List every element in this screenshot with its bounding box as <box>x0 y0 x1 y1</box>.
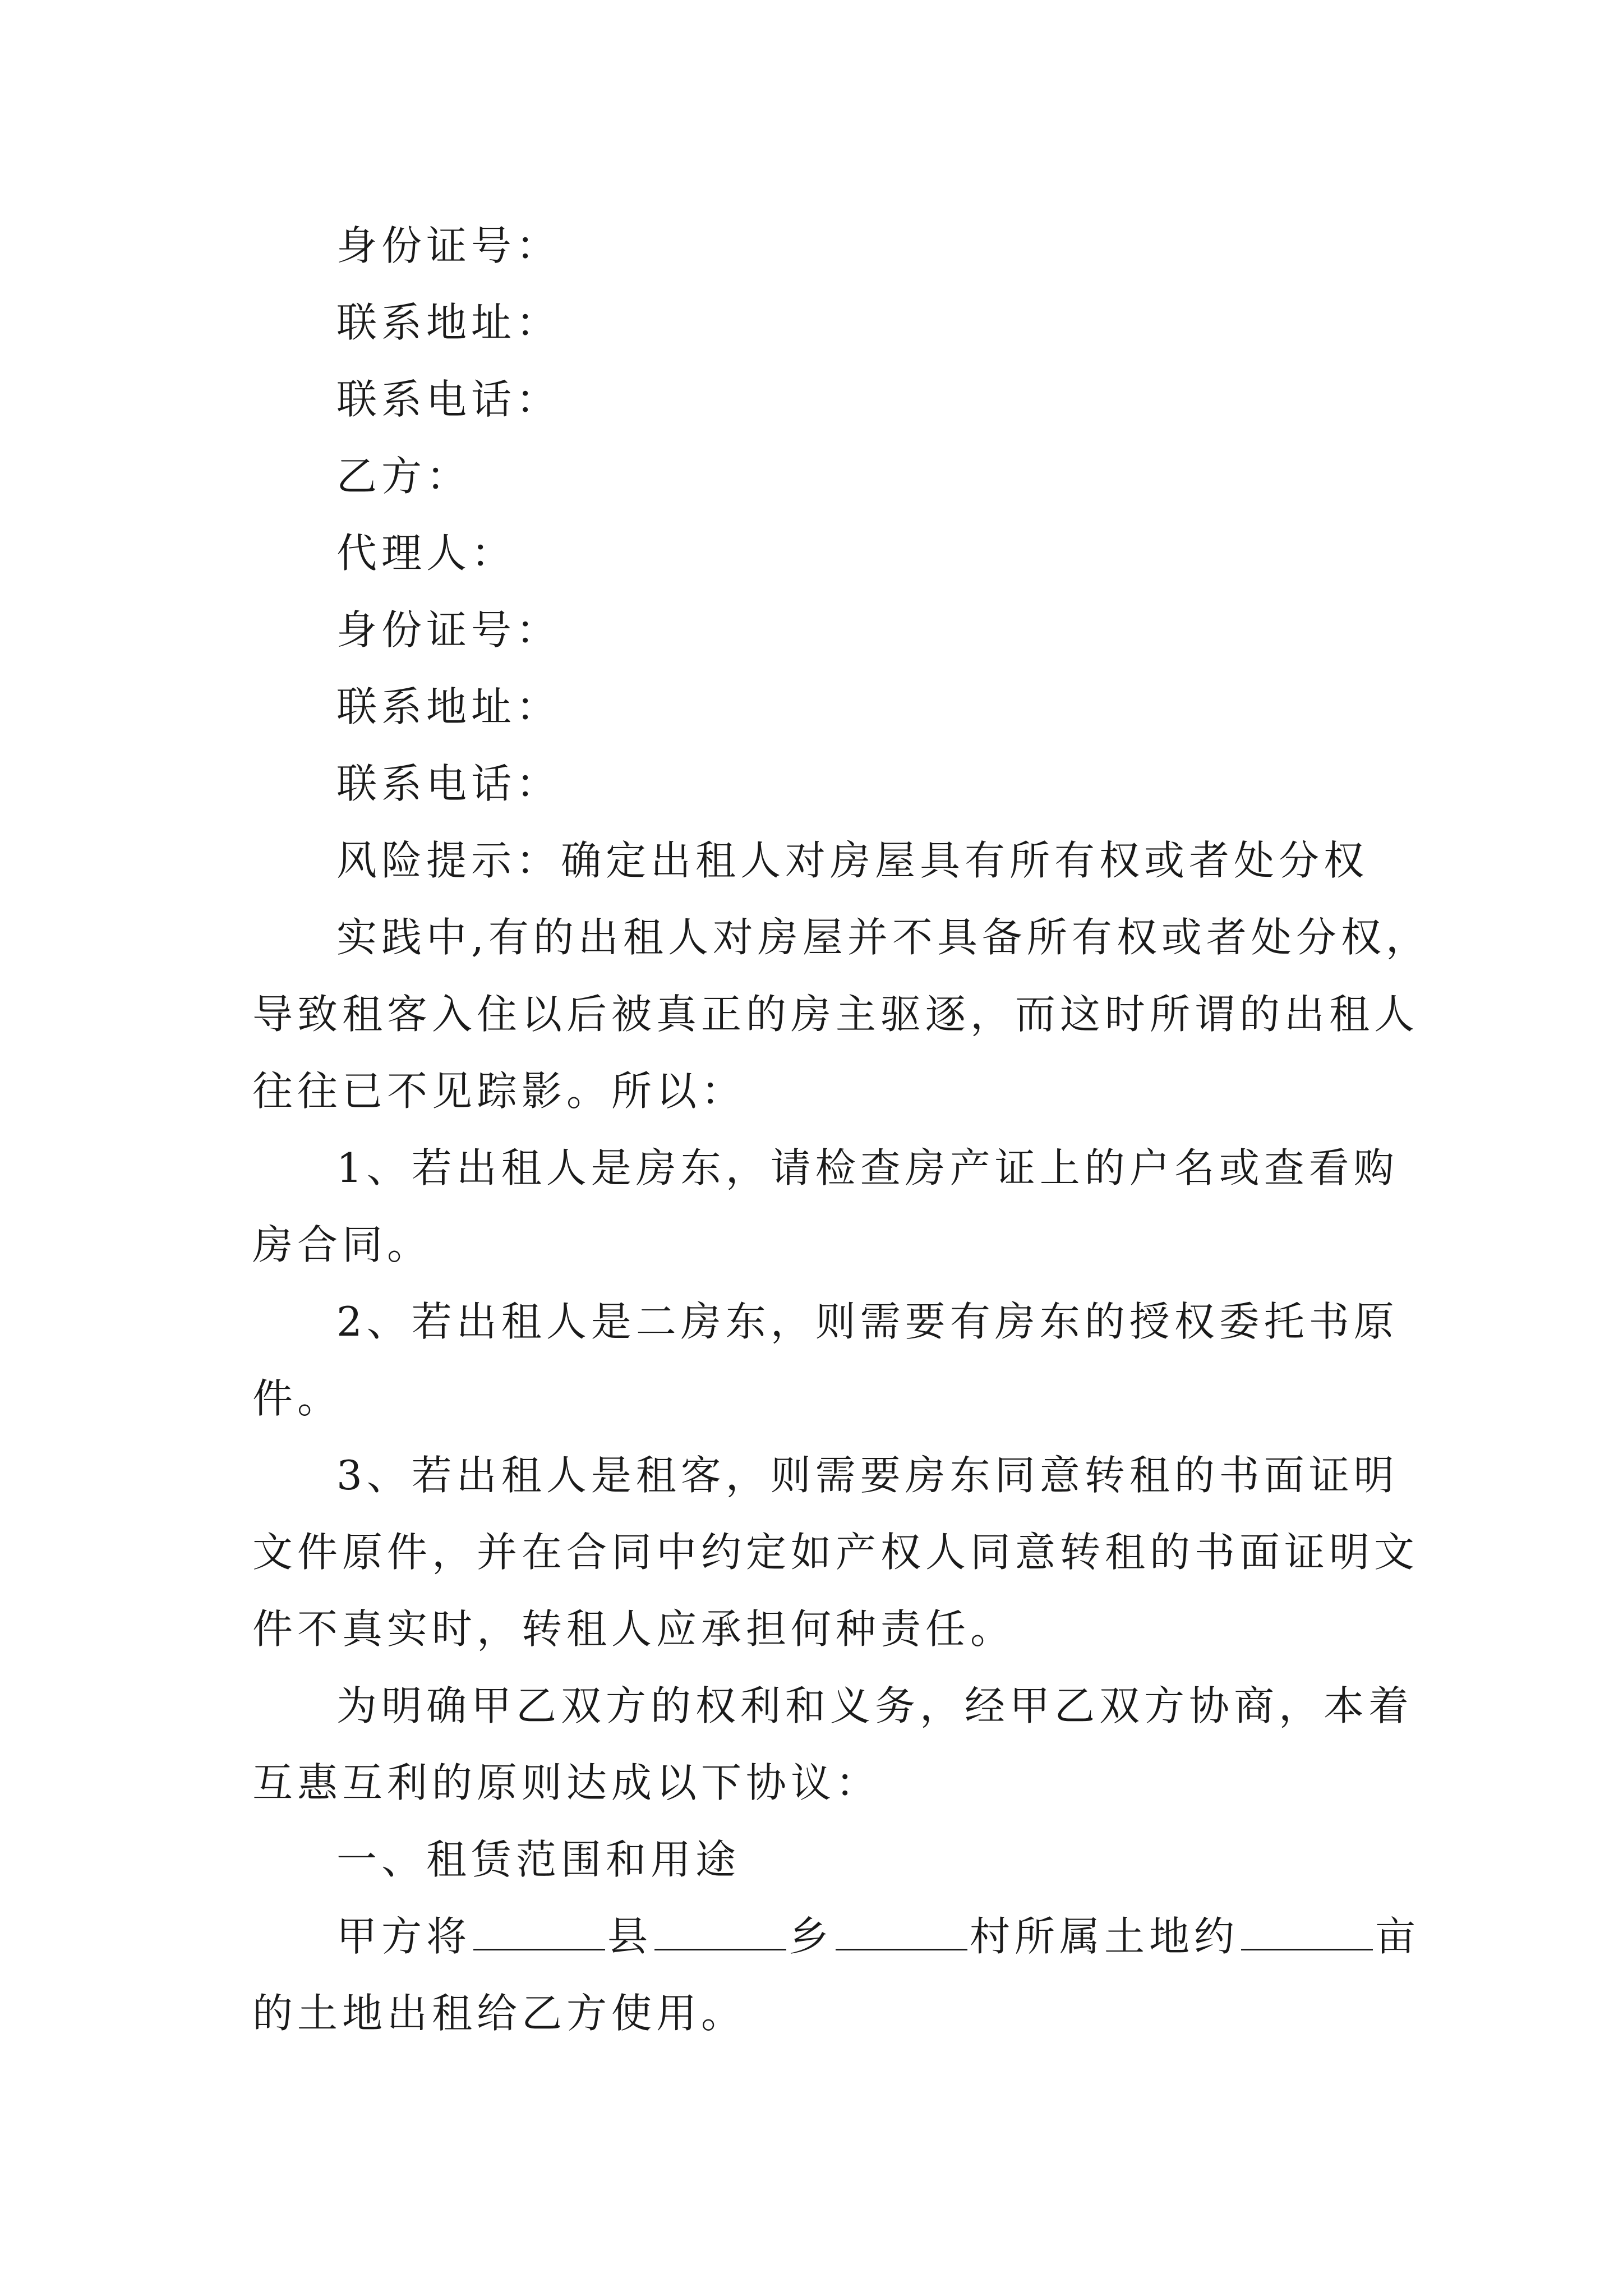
section-1-text-part: 村所属土地约 <box>970 1913 1239 1960</box>
document-body <box>252 208 1431 2052</box>
section-1-text-part: 甲方将 <box>336 1913 472 1960</box>
risk-paragraph-line: 实践中,有的出租人对房屋并不具备所有权或者处分权， <box>336 914 1431 961</box>
item-3-line: 3、若出租人是租客，则需要房东同意转租的书面证明 <box>336 1452 1399 1499</box>
item-2-line: 2、若出租人是二房东，则需要有房东的授权委托书原 <box>336 1298 1399 1345</box>
village-blank <box>836 1915 967 1950</box>
item-2-line: 件。 <box>252 1375 343 1422</box>
item-3-line: 件不真实时，转租人应承担何种责任。 <box>252 1605 1016 1653</box>
section-1-text-part: 亩 <box>1375 1913 1421 1960</box>
party-a-id-number-label: 身份证号： <box>336 222 561 269</box>
township-blank <box>654 1915 786 1950</box>
item-3-line: 文件原件，并在合同中约定如产权人同意转租的书面证明文 <box>252 1529 1419 1576</box>
area-blank <box>1241 1915 1373 1950</box>
section-1-text-part: 县 <box>607 1913 653 1960</box>
risk-heading: 风险提示：确定出租人对房屋具有所有权或者处分权 <box>336 837 1369 884</box>
risk-paragraph-line: 往往已不见踪影。所以： <box>252 1068 746 1115</box>
party-b-id-number-label: 身份证号： <box>336 606 561 654</box>
section-1-text-line <box>252 1898 1421 1975</box>
item-1-line: 房合同。 <box>252 1221 432 1268</box>
party-b-address-label: 联系地址： <box>336 683 561 730</box>
risk-paragraph-line: 导致租客入住以后被真正的房主驱逐，而这时所谓的出租人 <box>252 991 1419 1038</box>
party-b-agent-label: 代理人： <box>336 530 517 577</box>
item-1-line: 1、若出租人是房东，请检查房产证上的户名或查看购 <box>336 1144 1399 1191</box>
party-a-phone-label: 联系电话： <box>336 376 561 423</box>
section-1-heading: 一、租赁范围和用途 <box>336 1836 741 1883</box>
section-1-text-part: 乡 <box>789 1913 834 1960</box>
party-b-phone-label: 联系电话： <box>336 760 561 807</box>
purpose-line: 互惠互利的原则达成以下协议： <box>252 1759 881 1806</box>
section-1-text-line: 的土地出租给乙方使用。 <box>252 1990 746 2037</box>
purpose-line: 为明确甲乙双方的权利和义务，经甲乙双方协商，本着 <box>336 1682 1414 1729</box>
party-a-address-label: 联系地址： <box>336 299 561 346</box>
party-b-label: 乙方： <box>336 453 472 500</box>
county-blank <box>473 1915 605 1950</box>
